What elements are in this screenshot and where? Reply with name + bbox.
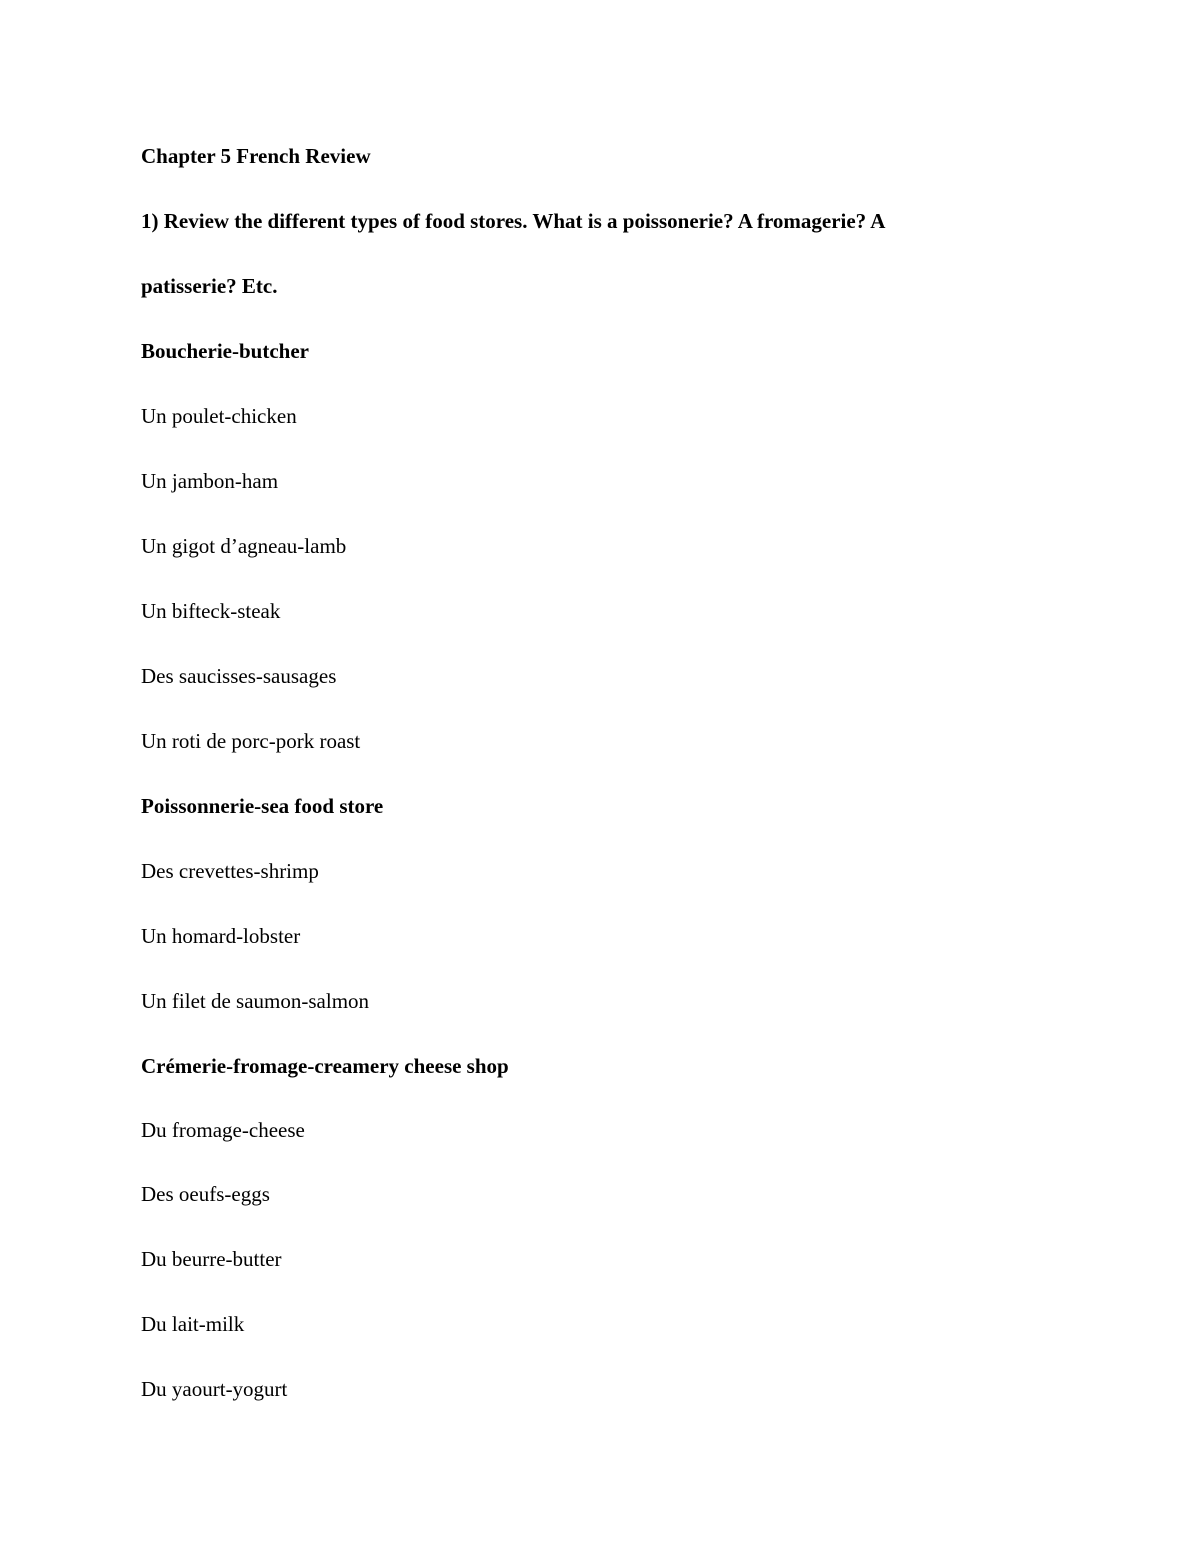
vocab-item: Du lait-milk	[141, 1312, 245, 1336]
vocab-item: Un poulet-chicken	[141, 404, 297, 428]
vocab-item: Un jambon-ham	[141, 469, 279, 493]
section-heading-boucherie: Boucherie-butcher	[141, 339, 309, 363]
question-1-line-2: patisserie? Etc.	[141, 274, 278, 298]
question-1-line-1: 1) Review the different types of food stores. What is a poissonerie? A fromagerie? A	[141, 209, 886, 233]
vocab-item: Un roti de porc-pork roast	[141, 729, 361, 753]
section-heading-poissonnerie: Poissonnerie-sea food store	[141, 794, 384, 818]
vocab-item: Un bifteck-steak	[141, 599, 281, 623]
vocab-item: Un gigot d’agneau-lamb	[141, 534, 347, 558]
vocab-item: Des crevettes-shrimp	[141, 859, 319, 883]
vocab-item: Des oeufs-eggs	[141, 1182, 270, 1206]
page-title: Chapter 5 French Review	[141, 144, 371, 168]
vocab-item: Du yaourt-yogurt	[141, 1377, 288, 1401]
vocab-item: Du beurre-butter	[141, 1247, 282, 1271]
vocab-item: Du fromage-cheese	[141, 1118, 305, 1142]
vocab-item: Un filet de saumon-salmon	[141, 989, 370, 1013]
section-heading-cremerie: Crémerie-fromage-creamery cheese shop	[141, 1054, 509, 1078]
vocab-item: Un homard-lobster	[141, 924, 301, 948]
vocab-item: Des saucisses-sausages	[141, 664, 337, 688]
